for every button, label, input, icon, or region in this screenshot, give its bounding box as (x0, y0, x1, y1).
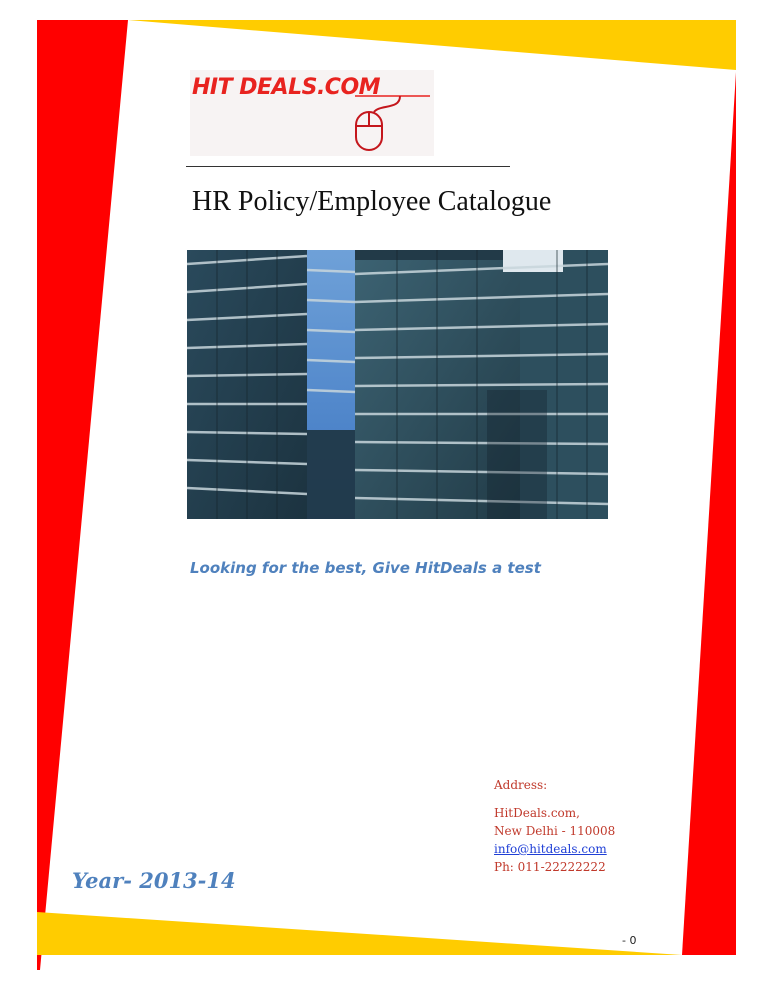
left-red-band (37, 20, 128, 970)
bottom-yellow-band (37, 912, 682, 955)
address-company: HitDeals.com, (494, 806, 580, 820)
address-phone: Ph: 011-22222222 (494, 860, 606, 874)
page-number: - 0 (622, 934, 637, 947)
address-block (494, 776, 615, 876)
catalogue-year: Year- 2013-14 (72, 868, 236, 893)
top-yellow-band (128, 20, 736, 70)
logo-text: HIT DEALS.COM (192, 75, 381, 100)
address-city: New Delhi - 110008 (494, 824, 616, 838)
tagline: Looking for the best, Give HitDeals a test (190, 559, 541, 577)
document-title: HR Policy/Employee Catalogue (192, 186, 552, 217)
email-link[interactable]: info@hitdeals.com (494, 842, 607, 856)
hitdeals-logo (190, 70, 434, 156)
address-label: Address: (494, 778, 548, 792)
title-rule (186, 166, 510, 167)
right-red-band (682, 72, 736, 955)
building-photo (187, 250, 608, 519)
